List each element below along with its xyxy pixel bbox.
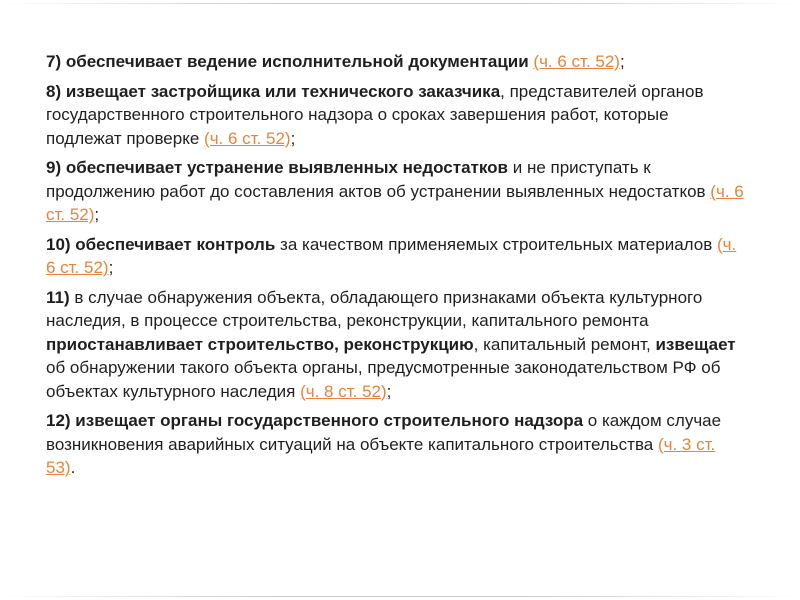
law-reference-link[interactable]: (ч. 8 ст. 52) [300, 381, 387, 401]
bottom-divider [0, 596, 800, 597]
law-reference-link[interactable]: (ч. 6 ст. 52) [533, 52, 620, 71]
document-body [46, 50, 746, 486]
text: , капитальный ремонт, [473, 334, 656, 354]
top-divider [0, 3, 800, 4]
list-item-7 [46, 50, 746, 74]
list-item-10 [46, 233, 746, 280]
text: ; [386, 381, 392, 401]
law-reference-link[interactable]: (ч. 6 ст. 52) [204, 128, 291, 148]
law-reference-link[interactable]: (ч. 3 ст. 53) [46, 434, 716, 477]
text: , представителей органов государственного строительного надзора о сроках завершения работ, которые подлежат проверке [46, 81, 704, 148]
list-item-11 [46, 286, 746, 404]
text: ; [290, 128, 296, 148]
text: ; [108, 258, 114, 277]
bold-text: 12) извещает органы государственного строительного надзора [46, 411, 584, 430]
text: ; [94, 205, 100, 224]
text: ; [619, 52, 625, 71]
bold-text: 10) обеспечивает контроль [46, 234, 276, 254]
text: в случае обнаружения объекта, обладающего признаками объекта культурного наследия, в процессе строительства, реконструкции, капитального ремонта [46, 287, 703, 330]
law-reference-link[interactable]: (ч. 6 ст. 52) [46, 234, 737, 277]
bold-text: 9) обеспечивает устранение выявленных недостатков [46, 158, 508, 177]
list-item-12 [46, 409, 746, 480]
list-item-8 [46, 80, 746, 151]
text: о каждом случае возникновения аварийных ситуаций на объекте капитального строительства [46, 411, 722, 454]
text: . [70, 458, 76, 477]
list-item-9 [46, 156, 746, 227]
bold-text: 7) обеспечивает ведение исполнительной документации [46, 52, 529, 71]
bold-text: извещает [655, 334, 736, 354]
text: за качеством применяемых строительных материалов [275, 234, 718, 254]
bold-text: 11) [46, 287, 70, 307]
text: об обнаружении такого объекта органы, предусмотренные законодательством РФ об объектах культурного наследия [46, 358, 721, 401]
bold-text: 8) извещает застройщика или технического заказчика [46, 81, 501, 101]
bold-text: приостанавливает строительство, реконструкцию [46, 334, 474, 354]
law-reference-link[interactable]: (ч. 6 ст. 52) [46, 181, 744, 224]
text: и не приступать к продолжению работ до составления актов об устранении выявленных недостатков [46, 158, 711, 201]
